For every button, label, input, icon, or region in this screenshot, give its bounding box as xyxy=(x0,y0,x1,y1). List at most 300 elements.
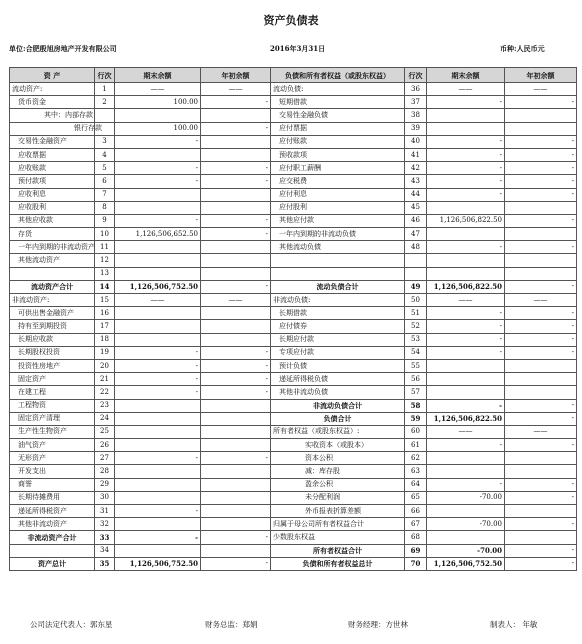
liability-line-cell: 55 xyxy=(405,359,427,372)
liability-line-cell: 40 xyxy=(405,135,427,148)
table-row xyxy=(10,280,577,293)
liability-begin-balance-cell xyxy=(505,531,577,544)
liability-line-cell: 48 xyxy=(405,241,427,254)
table-row xyxy=(10,307,577,320)
asset-begin-balance-cell: - xyxy=(201,557,271,570)
asset-end-balance-cell xyxy=(115,241,201,254)
table-row xyxy=(10,201,577,214)
asset-end-balance-cell: - xyxy=(115,386,201,399)
liability-end-balance-cell: -70.00 xyxy=(427,518,505,531)
liability-line-cell: 62 xyxy=(405,452,427,465)
liability-line-cell: 57 xyxy=(405,386,427,399)
liability-end-balance-cell: 1,126,506,822.50 xyxy=(427,280,505,293)
liability-end-balance-cell: - xyxy=(427,333,505,346)
asset-line-cell: 9 xyxy=(95,214,115,227)
liability-line-cell: 54 xyxy=(405,346,427,359)
liability-begin-balance-cell xyxy=(505,373,577,386)
liability-end-balance-cell: - xyxy=(427,439,505,452)
asset-line-cell: 27 xyxy=(95,452,115,465)
liability-end-balance-cell: - xyxy=(427,148,505,161)
liability-end-balance-cell xyxy=(427,228,505,241)
asset-end-balance-cell: 1,126,506,652.50 xyxy=(115,228,201,241)
liability-begin-balance-cell: - xyxy=(505,214,577,227)
liability-end-balance-cell: - xyxy=(427,346,505,359)
table-row xyxy=(10,491,577,504)
asset-begin-balance-cell xyxy=(201,201,271,214)
liability-name-cell: 外币报表折算差额 xyxy=(271,505,405,518)
table-row xyxy=(10,320,577,333)
asset-line-cell: 11 xyxy=(95,241,115,254)
table-row xyxy=(10,373,577,386)
asset-name-cell: 持有至到期投资 xyxy=(10,320,95,333)
col-header: 期末余额 xyxy=(427,68,505,83)
liability-end-balance-cell: 1,126,506,752.50 xyxy=(427,557,505,570)
asset-line-cell: 7 xyxy=(95,188,115,201)
liability-end-balance-cell xyxy=(427,505,505,518)
asset-line-cell: 30 xyxy=(95,491,115,504)
asset-line-cell xyxy=(95,109,115,122)
table-row xyxy=(10,148,577,161)
liability-name-cell xyxy=(271,267,405,280)
liability-end-balance-cell xyxy=(427,465,505,478)
liability-begin-balance-cell: - xyxy=(505,96,577,109)
asset-name-cell: 流动资产合计 xyxy=(10,280,95,293)
asset-name-cell: 资产总计 xyxy=(10,557,95,570)
liability-name-cell xyxy=(271,254,405,267)
asset-end-balance-cell: 100.00 xyxy=(115,96,201,109)
asset-name-cell xyxy=(10,267,95,280)
table-row xyxy=(10,83,577,96)
table-row xyxy=(10,214,577,227)
asset-name-cell: 应收利息 xyxy=(10,188,95,201)
asset-line-cell: 10 xyxy=(95,228,115,241)
liability-line-cell: 42 xyxy=(405,162,427,175)
liability-end-balance-cell: 1,126,506,822.50 xyxy=(427,214,505,227)
col-header: 负债和所有者权益（或股东权益） xyxy=(271,68,405,83)
asset-begin-balance-cell: - xyxy=(201,162,271,175)
asset-begin-balance-cell: - xyxy=(201,96,271,109)
col-header: 年初余额 xyxy=(505,68,577,83)
asset-name-cell: 其他流动资产 xyxy=(10,254,95,267)
asset-name-cell: 商誉 xyxy=(10,478,95,491)
liability-line-cell xyxy=(405,267,427,280)
balance-sheet-table xyxy=(9,67,577,571)
asset-line-cell: 20 xyxy=(95,359,115,372)
liability-line-cell: 59 xyxy=(405,412,427,425)
asset-line-cell: 4 xyxy=(95,148,115,161)
asset-name-cell: 固定资产清理 xyxy=(10,412,95,425)
table-row xyxy=(10,267,577,280)
liability-name-cell: 长期借款 xyxy=(271,307,405,320)
asset-name-cell: 存货 xyxy=(10,228,95,241)
asset-line-cell: 5 xyxy=(95,162,115,175)
liability-name-cell: 应付账款 xyxy=(271,135,405,148)
asset-name-cell: 其他非流动资产 xyxy=(10,518,95,531)
liability-end-balance-cell: —— xyxy=(427,425,505,438)
liability-name-cell: 递延所得税负债 xyxy=(271,373,405,386)
asset-line-cell: 22 xyxy=(95,386,115,399)
asset-line-cell: 6 xyxy=(95,175,115,188)
asset-end-balance-cell xyxy=(115,544,201,557)
liability-name-cell: 其他应付款 xyxy=(271,214,405,227)
asset-begin-balance-cell: - xyxy=(201,452,271,465)
liability-line-cell: 49 xyxy=(405,280,427,293)
asset-line-cell: 14 xyxy=(95,280,115,293)
asset-begin-balance-cell: - xyxy=(201,531,271,544)
asset-begin-balance-cell: - xyxy=(201,386,271,399)
liability-name-cell: 盈余公积 xyxy=(271,478,405,491)
asset-name-cell: 工程物资 xyxy=(10,399,95,412)
liability-begin-balance-cell: - xyxy=(505,557,577,570)
liability-end-balance-cell xyxy=(427,531,505,544)
finance-manager: 财务经理：方世林 xyxy=(348,620,408,629)
table-row xyxy=(10,439,577,452)
liability-end-balance-cell xyxy=(427,386,505,399)
asset-name-cell: 预付款项 xyxy=(10,175,95,188)
liability-end-balance-cell: - xyxy=(427,241,505,254)
asset-line-cell: 25 xyxy=(95,425,115,438)
asset-name-cell: 投资性房地产 xyxy=(10,359,95,372)
liability-line-cell: 47 xyxy=(405,228,427,241)
liability-end-balance-cell xyxy=(427,122,505,135)
liability-end-balance-cell: 1,126,506,822.50 xyxy=(427,412,505,425)
asset-begin-balance-cell xyxy=(201,333,271,346)
asset-name-cell: 长期股权投资 xyxy=(10,346,95,359)
liability-line-cell: 56 xyxy=(405,373,427,386)
liability-line-cell: 43 xyxy=(405,175,427,188)
liability-begin-balance-cell: - xyxy=(505,162,577,175)
table-row xyxy=(10,228,577,241)
asset-begin-balance-cell: - xyxy=(201,359,271,372)
asset-begin-balance-cell: - xyxy=(201,280,271,293)
liability-name-cell: 非流动负债合计 xyxy=(271,399,405,412)
asset-end-balance-cell xyxy=(115,254,201,267)
asset-line-cell: 3 xyxy=(95,135,115,148)
asset-begin-balance-cell xyxy=(201,465,271,478)
liability-end-balance-cell: - xyxy=(427,307,505,320)
table-row xyxy=(10,162,577,175)
liability-end-balance-cell xyxy=(427,373,505,386)
table-row xyxy=(10,135,577,148)
asset-name-cell xyxy=(10,544,95,557)
asset-end-balance-cell xyxy=(115,148,201,161)
liability-name-cell: 长期应付款 xyxy=(271,333,405,346)
liability-begin-balance-cell xyxy=(505,465,577,478)
table-row xyxy=(10,386,577,399)
asset-line-cell: 23 xyxy=(95,399,115,412)
liability-begin-balance-cell: - xyxy=(505,346,577,359)
liability-line-cell: 37 xyxy=(405,96,427,109)
liability-name-cell: 资本公积 xyxy=(271,452,405,465)
asset-end-balance-cell: - xyxy=(115,373,201,386)
col-header: 行次 xyxy=(95,68,115,83)
liability-line-cell: 52 xyxy=(405,320,427,333)
asset-name-cell: 一年内到期的非流动资产 xyxy=(10,241,95,254)
liability-name-cell: 归属于母公司所有者权益合计 xyxy=(271,518,405,531)
liability-begin-balance-cell xyxy=(505,228,577,241)
liability-end-balance-cell xyxy=(427,359,505,372)
table-row xyxy=(10,478,577,491)
asset-end-balance-cell xyxy=(115,201,201,214)
table-row xyxy=(10,531,577,544)
asset-line-cell: 2 xyxy=(95,96,115,109)
liability-line-cell: 65 xyxy=(405,491,427,504)
asset-begin-balance-cell xyxy=(201,425,271,438)
finance-director: 财务总监：郑娟 xyxy=(205,620,258,629)
asset-name-cell: 应收票据 xyxy=(10,148,95,161)
liability-begin-balance-cell xyxy=(505,109,577,122)
asset-end-balance-cell: - xyxy=(115,175,201,188)
liability-line-cell: 70 xyxy=(405,557,427,570)
liability-begin-balance-cell xyxy=(505,122,577,135)
liability-name-cell: 短期借款 xyxy=(271,96,405,109)
liability-begin-balance-cell: - xyxy=(505,135,577,148)
asset-name-cell: 应收股利 xyxy=(10,201,95,214)
asset-end-balance-cell xyxy=(115,267,201,280)
liability-begin-balance-cell: - xyxy=(505,333,577,346)
liability-name-cell: 预计负债 xyxy=(271,359,405,372)
asset-line-cell: 28 xyxy=(95,465,115,478)
liability-line-cell: 46 xyxy=(405,214,427,227)
liability-name-cell: 实收资本（或股本） xyxy=(271,439,405,452)
liability-begin-balance-cell xyxy=(505,267,577,280)
liability-end-balance-cell xyxy=(427,452,505,465)
asset-begin-balance-cell: —— xyxy=(201,83,271,96)
table-row xyxy=(10,557,577,570)
legal-representative: 公司法定代表人：郭东星 xyxy=(30,620,113,629)
liability-line-cell: 58 xyxy=(405,399,427,412)
asset-end-balance-cell: 1,126,506,752.50 xyxy=(115,557,201,570)
table-row xyxy=(10,412,577,425)
liability-name-cell: 未分配利润 xyxy=(271,491,405,504)
asset-name-cell: 递延所得税资产 xyxy=(10,505,95,518)
table-row xyxy=(10,241,577,254)
liability-begin-balance-cell: —— xyxy=(505,83,577,96)
asset-begin-balance-cell xyxy=(201,399,271,412)
asset-line-cell: 8 xyxy=(95,201,115,214)
asset-begin-balance-cell: —— xyxy=(201,294,271,307)
asset-name-cell: 流动资产: xyxy=(10,83,95,96)
liability-line-cell xyxy=(405,254,427,267)
liability-line-cell: 36 xyxy=(405,83,427,96)
liability-end-balance-cell: - xyxy=(427,399,505,412)
table-row xyxy=(10,518,577,531)
liability-end-balance-cell xyxy=(427,201,505,214)
asset-end-balance-cell: - xyxy=(115,162,201,175)
asset-line-cell: 1 xyxy=(95,83,115,96)
asset-end-balance-cell: - xyxy=(115,452,201,465)
asset-begin-balance-cell xyxy=(201,320,271,333)
asset-line-cell: 16 xyxy=(95,307,115,320)
asset-begin-balance-cell xyxy=(201,491,271,504)
liability-name-cell: 应付利息 xyxy=(271,188,405,201)
liability-end-balance-cell: - xyxy=(427,188,505,201)
col-header: 行次 xyxy=(405,68,427,83)
table-row xyxy=(10,359,577,372)
liability-begin-balance-cell: - xyxy=(505,188,577,201)
asset-begin-balance-cell xyxy=(201,188,271,201)
liability-line-cell: 60 xyxy=(405,425,427,438)
table-row xyxy=(10,188,577,201)
asset-name-cell: 长期待摊费用 xyxy=(10,491,95,504)
liability-name-cell: 少数股东权益 xyxy=(271,531,405,544)
table-row xyxy=(10,425,577,438)
liability-begin-balance-cell xyxy=(505,201,577,214)
liability-begin-balance-cell: - xyxy=(505,544,577,557)
asset-begin-balance-cell xyxy=(201,307,271,320)
asset-line-cell: 12 xyxy=(95,254,115,267)
asset-end-balance-cell: - xyxy=(115,505,201,518)
table-row xyxy=(10,254,577,267)
liability-end-balance-cell: - xyxy=(427,162,505,175)
asset-line-cell: 35 xyxy=(95,557,115,570)
asset-end-balance-cell xyxy=(115,399,201,412)
liability-name-cell: 流动负债合计 xyxy=(271,280,405,293)
liability-name-cell: 应付股利 xyxy=(271,201,405,214)
liability-name-cell: 交易性金融负债 xyxy=(271,109,405,122)
liability-name-cell: 非流动负债: xyxy=(271,294,405,307)
asset-name-cell: 银行存款 xyxy=(10,122,95,135)
liability-begin-balance-cell xyxy=(505,452,577,465)
liability-begin-balance-cell: - xyxy=(505,491,577,504)
asset-begin-balance-cell xyxy=(201,478,271,491)
page-title: 资产负债表 xyxy=(263,14,319,27)
asset-end-balance-cell xyxy=(115,412,201,425)
liability-name-cell: 流动负债: xyxy=(271,83,405,96)
asset-name-cell: 应收账款 xyxy=(10,162,95,175)
liability-line-cell: 44 xyxy=(405,188,427,201)
asset-end-balance-cell xyxy=(115,109,201,122)
liability-line-cell: 67 xyxy=(405,518,427,531)
asset-name-cell: 油气资产 xyxy=(10,439,95,452)
table-row xyxy=(10,109,577,122)
liability-line-cell: 61 xyxy=(405,439,427,452)
liability-line-cell: 39 xyxy=(405,122,427,135)
liability-line-cell: 45 xyxy=(405,201,427,214)
liability-begin-balance-cell: —— xyxy=(505,294,577,307)
asset-name-cell: 货币资金 xyxy=(10,96,95,109)
asset-line-cell: 17 xyxy=(95,320,115,333)
table-row xyxy=(10,544,577,557)
table-row xyxy=(10,333,577,346)
liability-line-cell: 53 xyxy=(405,333,427,346)
liability-begin-balance-cell: - xyxy=(505,320,577,333)
asset-begin-balance-cell xyxy=(201,109,271,122)
asset-end-balance-cell: - xyxy=(115,359,201,372)
liability-begin-balance-cell: - xyxy=(505,412,577,425)
liability-begin-balance-cell: - xyxy=(505,307,577,320)
liability-line-cell: 38 xyxy=(405,109,427,122)
asset-begin-balance-cell: - xyxy=(201,214,271,227)
liability-begin-balance-cell xyxy=(505,505,577,518)
liability-name-cell: 预收款项 xyxy=(271,148,405,161)
table-row xyxy=(10,399,577,412)
asset-begin-balance-cell: - xyxy=(201,373,271,386)
asset-end-balance-cell: - xyxy=(115,531,201,544)
liability-line-cell: 69 xyxy=(405,544,427,557)
liability-name-cell: 其他非流动负债 xyxy=(271,386,405,399)
table-row xyxy=(10,452,577,465)
asset-name-cell: 非流动资产: xyxy=(10,294,95,307)
asset-begin-balance-cell xyxy=(201,241,271,254)
asset-name-cell: 其他应收款 xyxy=(10,214,95,227)
asset-begin-balance-cell: - xyxy=(201,122,271,135)
asset-name-cell: 在建工程 xyxy=(10,386,95,399)
preparer: 制表人： 年敏 xyxy=(490,620,538,629)
asset-begin-balance-cell xyxy=(201,439,271,452)
liability-begin-balance-cell: - xyxy=(505,478,577,491)
liability-line-cell: 68 xyxy=(405,531,427,544)
liability-name-cell: 应付债券 xyxy=(271,320,405,333)
liability-end-balance-cell xyxy=(427,267,505,280)
liability-name-cell: 一年内到期的非流动负债 xyxy=(271,228,405,241)
liability-line-cell: 63 xyxy=(405,465,427,478)
liability-end-balance-cell: -70.00 xyxy=(427,491,505,504)
liability-begin-balance-cell xyxy=(505,254,577,267)
liability-end-balance-cell: - xyxy=(427,175,505,188)
asset-name-cell: 可供出售金融资产 xyxy=(10,307,95,320)
liability-name-cell: 应付票据 xyxy=(271,122,405,135)
liability-name-cell: 所有者权益（或股东权益）: xyxy=(271,425,405,438)
asset-line-cell: 33 xyxy=(95,531,115,544)
asset-end-balance-cell xyxy=(115,320,201,333)
asset-name-cell: 其中：内部存款 xyxy=(10,109,95,122)
liability-line-cell: 50 xyxy=(405,294,427,307)
asset-line-cell: 13 xyxy=(95,267,115,280)
asset-begin-balance-cell xyxy=(201,267,271,280)
asset-end-balance-cell xyxy=(115,439,201,452)
asset-name-cell: 交易性金融资产 xyxy=(10,135,95,148)
asset-end-balance-cell: 1,126,506,752.50 xyxy=(115,280,201,293)
asset-end-balance-cell xyxy=(115,307,201,320)
currency: 币种:人民币元 xyxy=(500,44,545,53)
liability-end-balance-cell xyxy=(427,254,505,267)
header-row xyxy=(10,68,577,83)
table-row xyxy=(10,175,577,188)
asset-end-balance-cell xyxy=(115,491,201,504)
asset-end-balance-cell xyxy=(115,518,201,531)
asset-line-cell: 24 xyxy=(95,412,115,425)
asset-end-balance-cell: —— xyxy=(115,294,201,307)
asset-name-cell: 开发支出 xyxy=(10,465,95,478)
liability-name-cell: 减：库存股 xyxy=(271,465,405,478)
asset-end-balance-cell xyxy=(115,478,201,491)
asset-name-cell: 长期应收款 xyxy=(10,333,95,346)
col-header: 年初余额 xyxy=(201,68,271,83)
table-row xyxy=(10,505,577,518)
liability-end-balance-cell: —— xyxy=(427,294,505,307)
liability-name-cell: 负债和所有者权益总计 xyxy=(271,557,405,570)
asset-name-cell: 固定资产 xyxy=(10,373,95,386)
asset-begin-balance-cell: - xyxy=(201,346,271,359)
liability-begin-balance-cell: - xyxy=(505,399,577,412)
asset-name-cell: 生产性生物资产 xyxy=(10,425,95,438)
liability-begin-balance-cell: —— xyxy=(505,425,577,438)
asset-line-cell: 31 xyxy=(95,505,115,518)
asset-begin-balance-cell xyxy=(201,135,271,148)
asset-end-balance-cell: - xyxy=(115,346,201,359)
asset-begin-balance-cell xyxy=(201,148,271,161)
liability-line-cell: 41 xyxy=(405,148,427,161)
report-date: 2016年3月31日 xyxy=(270,44,326,53)
liability-begin-balance-cell: - xyxy=(505,518,577,531)
liability-begin-balance-cell: - xyxy=(505,148,577,161)
asset-end-balance-cell xyxy=(115,333,201,346)
col-header: 期末余额 xyxy=(115,68,201,83)
asset-name-cell: 非流动资产合计 xyxy=(10,531,95,544)
liability-end-balance-cell: - xyxy=(427,320,505,333)
asset-line-cell: 18 xyxy=(95,333,115,346)
